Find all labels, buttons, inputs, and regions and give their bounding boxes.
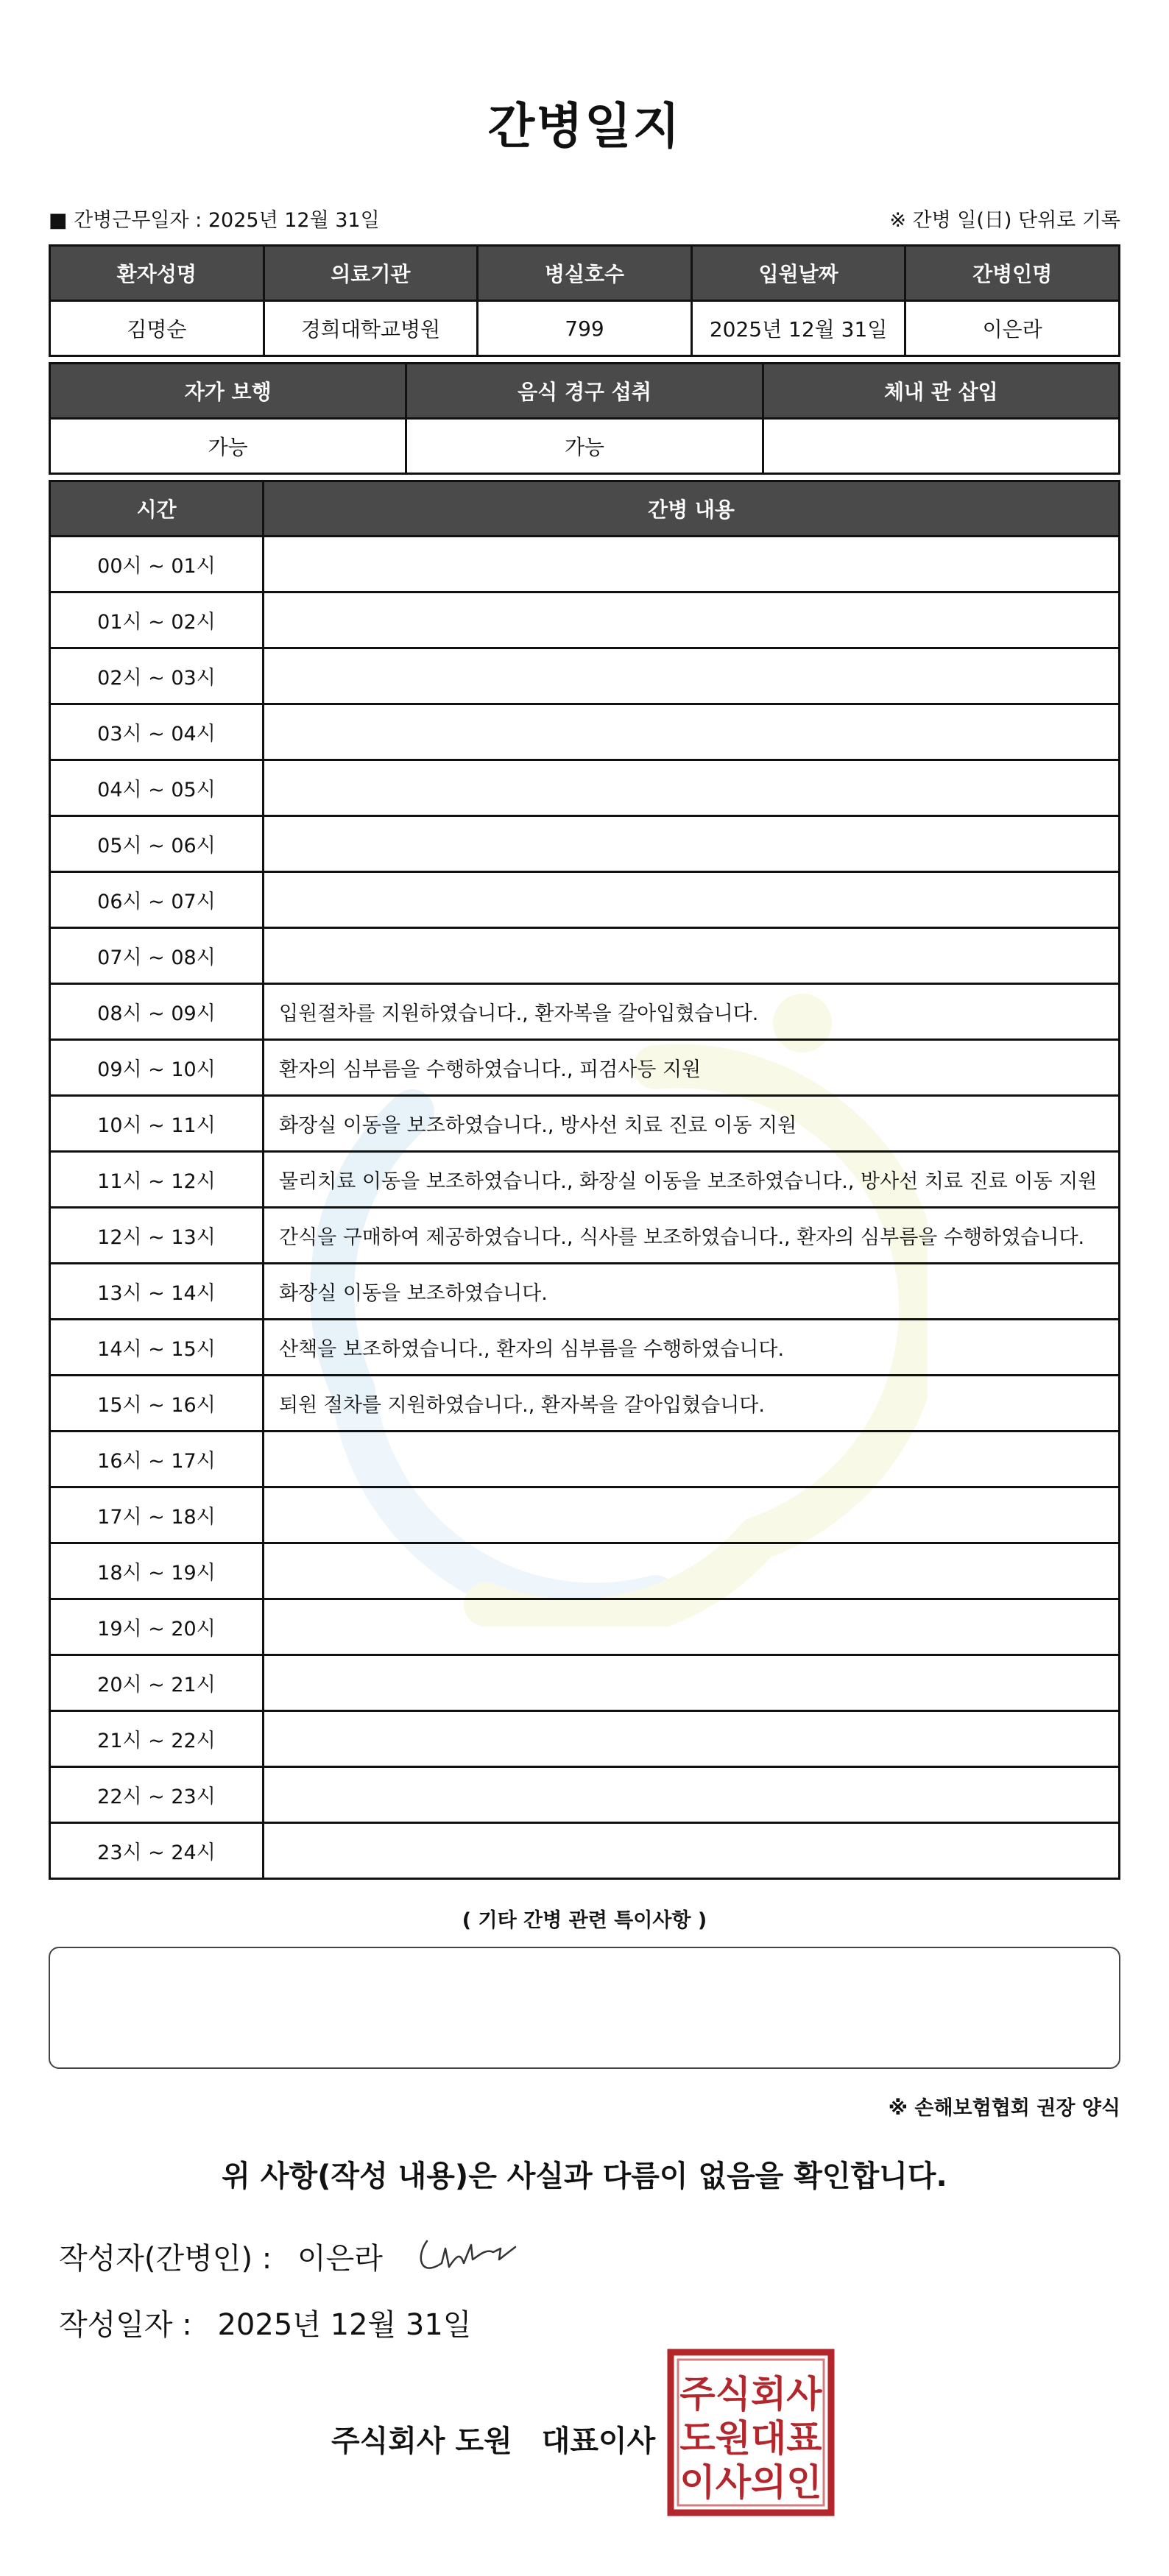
log-time: 22시 ~ 23시 [50, 1767, 264, 1823]
log-row [50, 1096, 1120, 1152]
log-row [50, 1432, 1120, 1487]
walking-value: 가능 [50, 419, 406, 474]
caregiver-name: 이은라 [905, 301, 1120, 356]
log-content [264, 872, 1120, 928]
log-row [50, 1543, 1120, 1599]
header-room: 병실호수 [478, 246, 692, 301]
writer-line [59, 2235, 383, 2277]
log-content: 환자의 심부름을 수행하였습니다., 피검사등 지원 [264, 1040, 1120, 1096]
log-time: 13시 ~ 14시 [50, 1264, 264, 1320]
log-content: 화장실 이동을 보조하였습니다., 방사선 치료 진료 이동 지원 [264, 1096, 1120, 1152]
header-walking: 자가 보행 [50, 364, 406, 419]
log-content [264, 648, 1120, 704]
log-content [264, 816, 1120, 872]
log-row [50, 760, 1120, 816]
log-content: 간식을 구매하여 제공하였습니다., 식사를 보조하였습니다., 환자의 심부름을 수행하였습니다. [264, 1208, 1120, 1264]
log-row [50, 1767, 1120, 1823]
log-row [50, 928, 1120, 984]
log-time: 18시 ~ 19시 [50, 1543, 264, 1599]
log-content [264, 537, 1120, 592]
log-row [50, 592, 1120, 648]
written-date-value: 2025년 12월 31일 [217, 2308, 472, 2342]
log-content: 입원절차를 지원하였습니다., 환자복을 갈아입혔습니다. [264, 984, 1120, 1040]
log-time: 17시 ~ 18시 [50, 1487, 264, 1543]
log-time: 19시 ~ 20시 [50, 1599, 264, 1655]
care-log-table [49, 480, 1120, 1880]
log-time: 11시 ~ 12시 [50, 1152, 264, 1208]
special-notes-box [49, 1947, 1120, 2069]
document-title: 간병일지 [487, 98, 682, 155]
log-row [50, 1599, 1120, 1655]
work-date-label: ■ 간병근무일자 : [49, 209, 202, 232]
patient-info-table [49, 244, 1120, 357]
admission-date: 2025년 12월 31일 [691, 301, 905, 356]
company-name: 주식회사 도원 [331, 2424, 512, 2458]
log-row [50, 1320, 1120, 1376]
log-content [264, 1432, 1120, 1487]
log-content [264, 592, 1120, 648]
log-row [50, 816, 1120, 872]
log-row [50, 1040, 1120, 1096]
log-time: 12시 ~ 13시 [50, 1208, 264, 1264]
log-content: 퇴원 절차를 지원하였습니다., 환자복을 갈아입혔습니다. [264, 1376, 1120, 1432]
log-row [50, 1376, 1120, 1432]
log-time: 03시 ~ 04시 [50, 704, 264, 760]
log-content [264, 1543, 1120, 1599]
log-row [50, 984, 1120, 1040]
company-title: 대표이사 [541, 2424, 656, 2458]
log-time: 10시 ~ 11시 [50, 1096, 264, 1152]
log-content [264, 1599, 1120, 1655]
log-time: 04시 ~ 05시 [50, 760, 264, 816]
company-line [331, 2418, 655, 2460]
log-row [50, 1152, 1120, 1208]
tube-insertion-value [763, 419, 1119, 474]
log-time: 00시 ~ 01시 [50, 537, 264, 592]
special-notes-title: ( 기타 간병 관련 특이사항 ) [462, 1909, 707, 1932]
header-oral-intake: 음식 경구 섭취 [406, 364, 763, 419]
log-row [50, 537, 1120, 592]
signature-icon [412, 2226, 523, 2278]
hospital: 경희대학교병원 [264, 301, 478, 356]
room-number: 799 [478, 301, 692, 356]
log-time: 21시 ~ 22시 [50, 1711, 264, 1767]
writer-name: 이은라 [297, 2242, 383, 2276]
log-content [264, 1823, 1120, 1879]
log-content: 화장실 이동을 보조하였습니다. [264, 1264, 1120, 1320]
log-time: 16시 ~ 17시 [50, 1432, 264, 1487]
log-content [264, 1487, 1120, 1543]
log-content: 물리치료 이동을 보조하였습니다., 화장실 이동을 보조하였습니다., 방사선 치료 진료 이동 지원 [264, 1152, 1120, 1208]
log-time: 09시 ~ 10시 [50, 1040, 264, 1096]
log-time: 07시 ~ 08시 [50, 928, 264, 984]
header-care-content: 간병 내용 [264, 481, 1120, 537]
log-time: 08시 ~ 09시 [50, 984, 264, 1040]
header-tube-insertion: 체내 관 삽입 [763, 364, 1119, 419]
log-row [50, 1655, 1120, 1711]
oral-intake-value: 가능 [406, 419, 763, 474]
condition-table [49, 362, 1120, 475]
written-date-label: 작성일자 : [59, 2308, 192, 2342]
log-time: 14시 ~ 15시 [50, 1320, 264, 1376]
writer-label: 작성자(간병인) : [59, 2242, 272, 2276]
company-seal-icon [666, 2348, 836, 2517]
patient-name: 김명순 [50, 301, 264, 356]
header-admission-date: 입원날짜 [691, 246, 905, 301]
form-note: ※ 손해보험협회 권장 양식 [888, 2097, 1120, 2120]
header-time: 시간 [50, 481, 264, 537]
log-content [264, 1655, 1120, 1711]
log-row [50, 1823, 1120, 1879]
log-row [50, 872, 1120, 928]
log-time: 05시 ~ 06시 [50, 816, 264, 872]
work-date [49, 204, 380, 233]
log-time: 06시 ~ 07시 [50, 872, 264, 928]
header-patient-name: 환자성명 [50, 246, 264, 301]
log-row [50, 704, 1120, 760]
svg-text:도원대표: 도원대표 [679, 2417, 822, 2460]
written-date-line [59, 2301, 471, 2343]
log-time: 15시 ~ 16시 [50, 1376, 264, 1432]
header-hospital: 의료기관 [264, 246, 478, 301]
log-time: 20시 ~ 21시 [50, 1655, 264, 1711]
log-row [50, 648, 1120, 704]
svg-text:이사의인: 이사의인 [679, 2461, 822, 2504]
log-time: 01시 ~ 02시 [50, 592, 264, 648]
log-content [264, 1767, 1120, 1823]
log-row [50, 1711, 1120, 1767]
work-date-value: 2025년 12월 31일 [208, 209, 380, 232]
log-row [50, 1208, 1120, 1264]
log-content [264, 1711, 1120, 1767]
svg-text:주식회사: 주식회사 [679, 2373, 822, 2416]
log-content [264, 760, 1120, 816]
unit-note: ※ 간병 일(日) 단위로 기록 [889, 209, 1120, 232]
log-content: 산책을 보조하였습니다., 환자의 심부름을 수행하였습니다. [264, 1320, 1120, 1376]
log-row [50, 1487, 1120, 1543]
log-time: 02시 ~ 03시 [50, 648, 264, 704]
log-content [264, 928, 1120, 984]
log-time: 23시 ~ 24시 [50, 1823, 264, 1879]
header-caregiver-name: 간병인명 [905, 246, 1120, 301]
confirmation-statement: 위 사항(작성 내용)은 사실과 다름이 없음을 확인합니다. [222, 2159, 947, 2193]
log-row [50, 1264, 1120, 1320]
log-content [264, 704, 1120, 760]
